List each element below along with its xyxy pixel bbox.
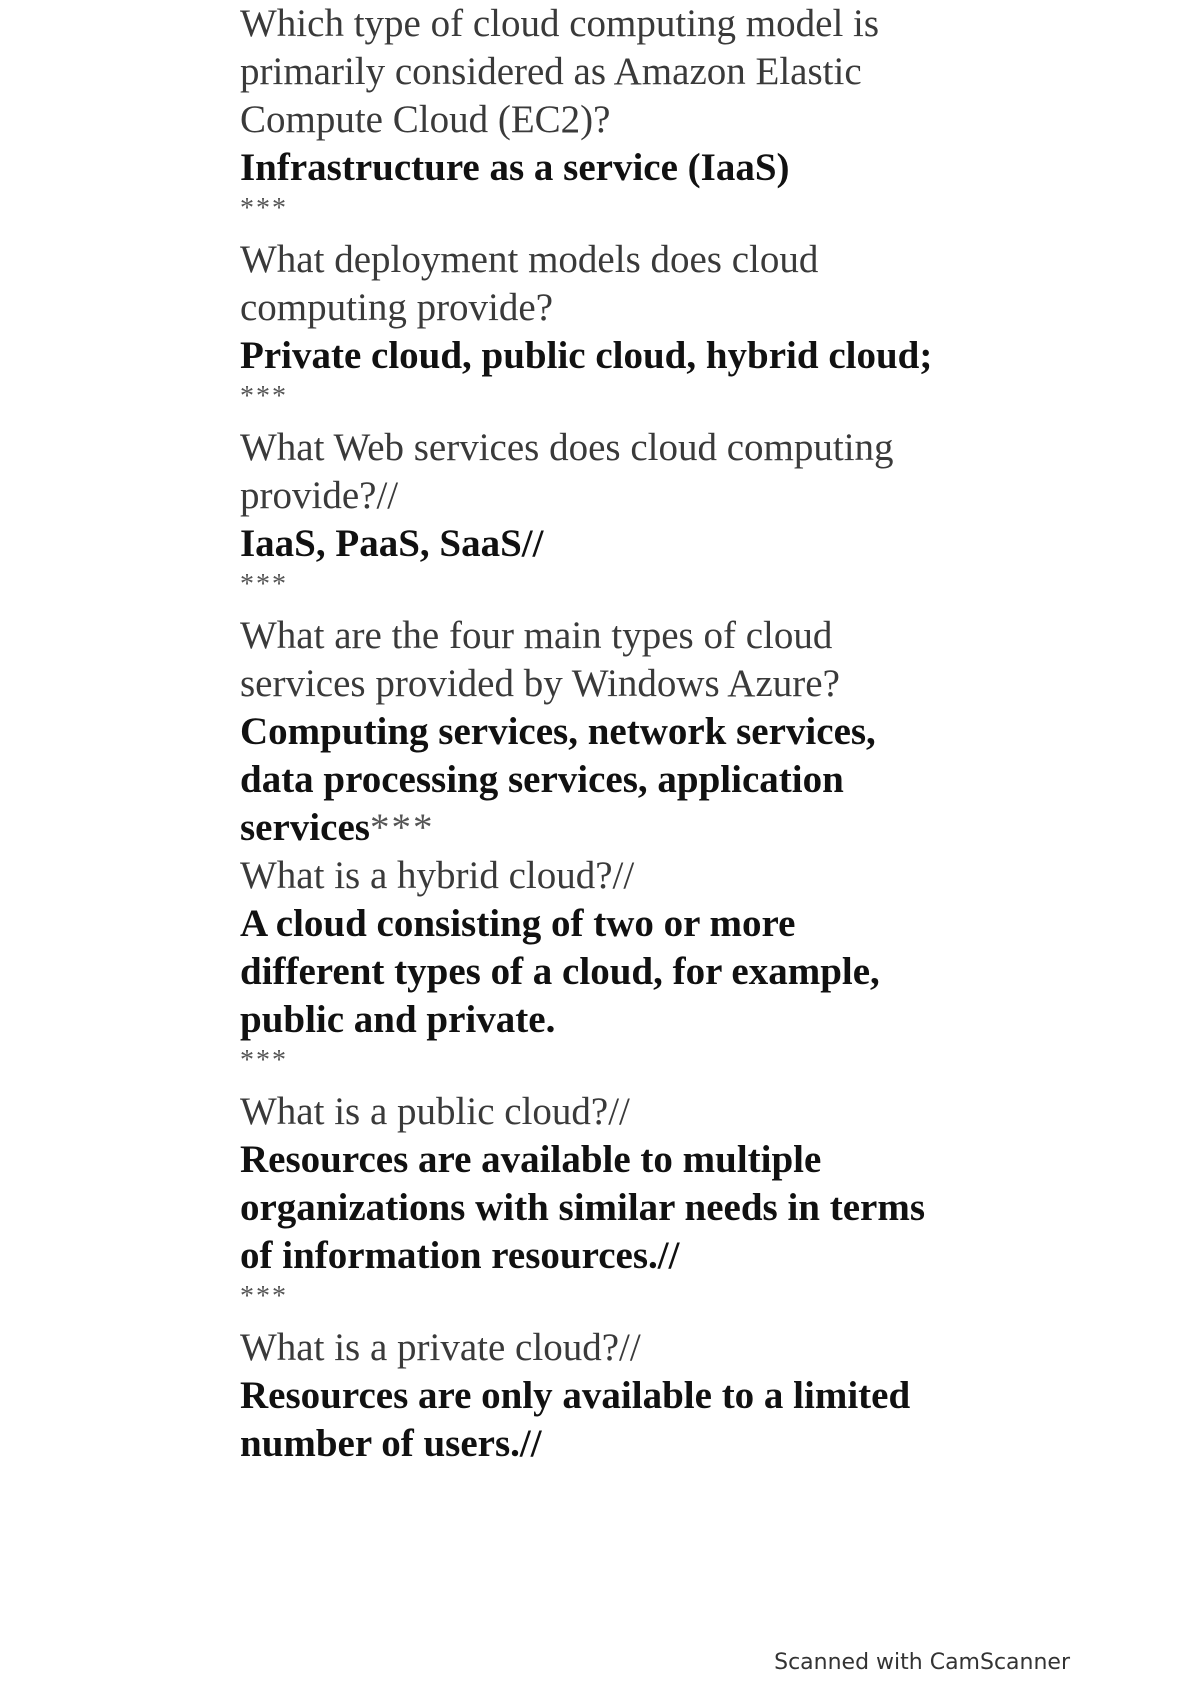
scanner-watermark: Scanned with CamScanner (774, 1650, 1070, 1675)
separator: *** (240, 569, 288, 600)
question-text: What deployment models does cloud computing provide? (240, 238, 819, 329)
separator: *** (240, 1045, 288, 1076)
question-text: Which type of cloud computing model is primarily considered as Amazon Elastic Compute Cloud (EC2)? (240, 2, 880, 141)
answer-text: A cloud consisting of two or more different types of a cloud, for example, public and private. (240, 902, 880, 1041)
answer-text: Resources are available to multiple organizations with similar needs in terms of information resources.// (240, 1138, 926, 1277)
question-text: What is a hybrid cloud?// (240, 854, 635, 897)
document-page (240, 0, 940, 1468)
answer-block (240, 708, 940, 852)
answer-text: Infrastructure as a service (IaaS) (240, 146, 790, 189)
answer-text: IaaS, PaaS, SaaS// (240, 522, 544, 565)
question-text: What Web services does cloud computing provide?// (240, 426, 894, 517)
answer-text: Computing services, network services, data processing services, application services (240, 710, 876, 849)
question-text: What is a public cloud?// (240, 1090, 630, 1133)
separator: *** (369, 806, 435, 849)
question-text: What are the four main types of cloud services provided by Windows Azure? (240, 614, 840, 705)
answer-text: Resources are only available to a limited number of users.// (240, 1374, 911, 1465)
separator: *** (240, 1281, 288, 1312)
answer-text: Private cloud, public cloud, hybrid cloud; (240, 334, 933, 377)
separator: *** (240, 193, 288, 224)
separator: *** (240, 381, 288, 412)
question-text: What is a private cloud?// (240, 1326, 641, 1369)
